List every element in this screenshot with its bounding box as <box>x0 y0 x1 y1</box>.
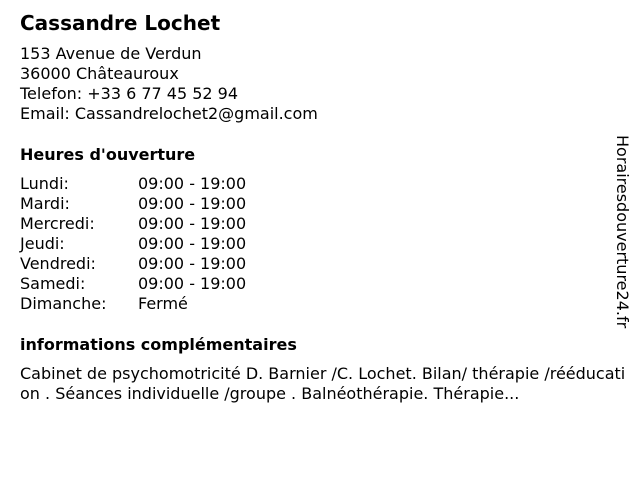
hours-heading: Heures d'ouverture <box>20 145 196 164</box>
hours-row-vendredi <box>20 254 246 274</box>
day-label: Mardi: <box>20 194 70 213</box>
hours-table <box>20 174 246 314</box>
hours-row-mercredi <box>20 214 246 234</box>
time-range: 09:00 - 19:00 <box>138 214 247 233</box>
time-range: 09:00 - 19:00 <box>138 234 247 253</box>
day-label: Lundi: <box>20 174 69 193</box>
hours-row-jeudi <box>20 234 246 254</box>
day-label: Vendredi: <box>20 254 96 273</box>
phone-number: Telefon: +33 6 77 45 52 94 <box>20 84 239 103</box>
day-label: Samedi: <box>20 274 86 293</box>
info-heading: informations complémentaires <box>20 335 297 354</box>
city-address: 36000 Châteauroux <box>20 64 179 83</box>
email-address: Email: Cassandrelochet2@gmail.com <box>20 104 318 123</box>
day-label: Mercredi: <box>20 214 95 233</box>
day-label: Dimanche: <box>20 294 107 313</box>
hours-row-lundi <box>20 174 246 194</box>
hours-row-dimanche <box>20 294 246 314</box>
contact-block <box>20 44 318 124</box>
business-name: Cassandre Lochet <box>20 11 221 35</box>
hours-row-samedi <box>20 274 246 294</box>
time-range: 09:00 - 19:00 <box>138 274 247 293</box>
info-description: Cabinet de psychomotricité D. Barnier /C. Lochet. Bilan/ thérapie /rééducation . Séances individuelle /groupe . Balnéothérapie. Thérapie... <box>20 364 626 403</box>
hours-row-mardi <box>20 194 246 214</box>
street-address: 153 Avenue de Verdun <box>20 44 202 63</box>
time-range: 09:00 - 19:00 <box>138 254 247 273</box>
site-watermark: Horairesdouverture24.fr <box>613 135 632 329</box>
day-label: Jeudi: <box>20 234 65 253</box>
time-range: 09:00 - 19:00 <box>138 174 247 193</box>
time-range: 09:00 - 19:00 <box>138 194 247 213</box>
time-range: Fermé <box>138 294 188 313</box>
